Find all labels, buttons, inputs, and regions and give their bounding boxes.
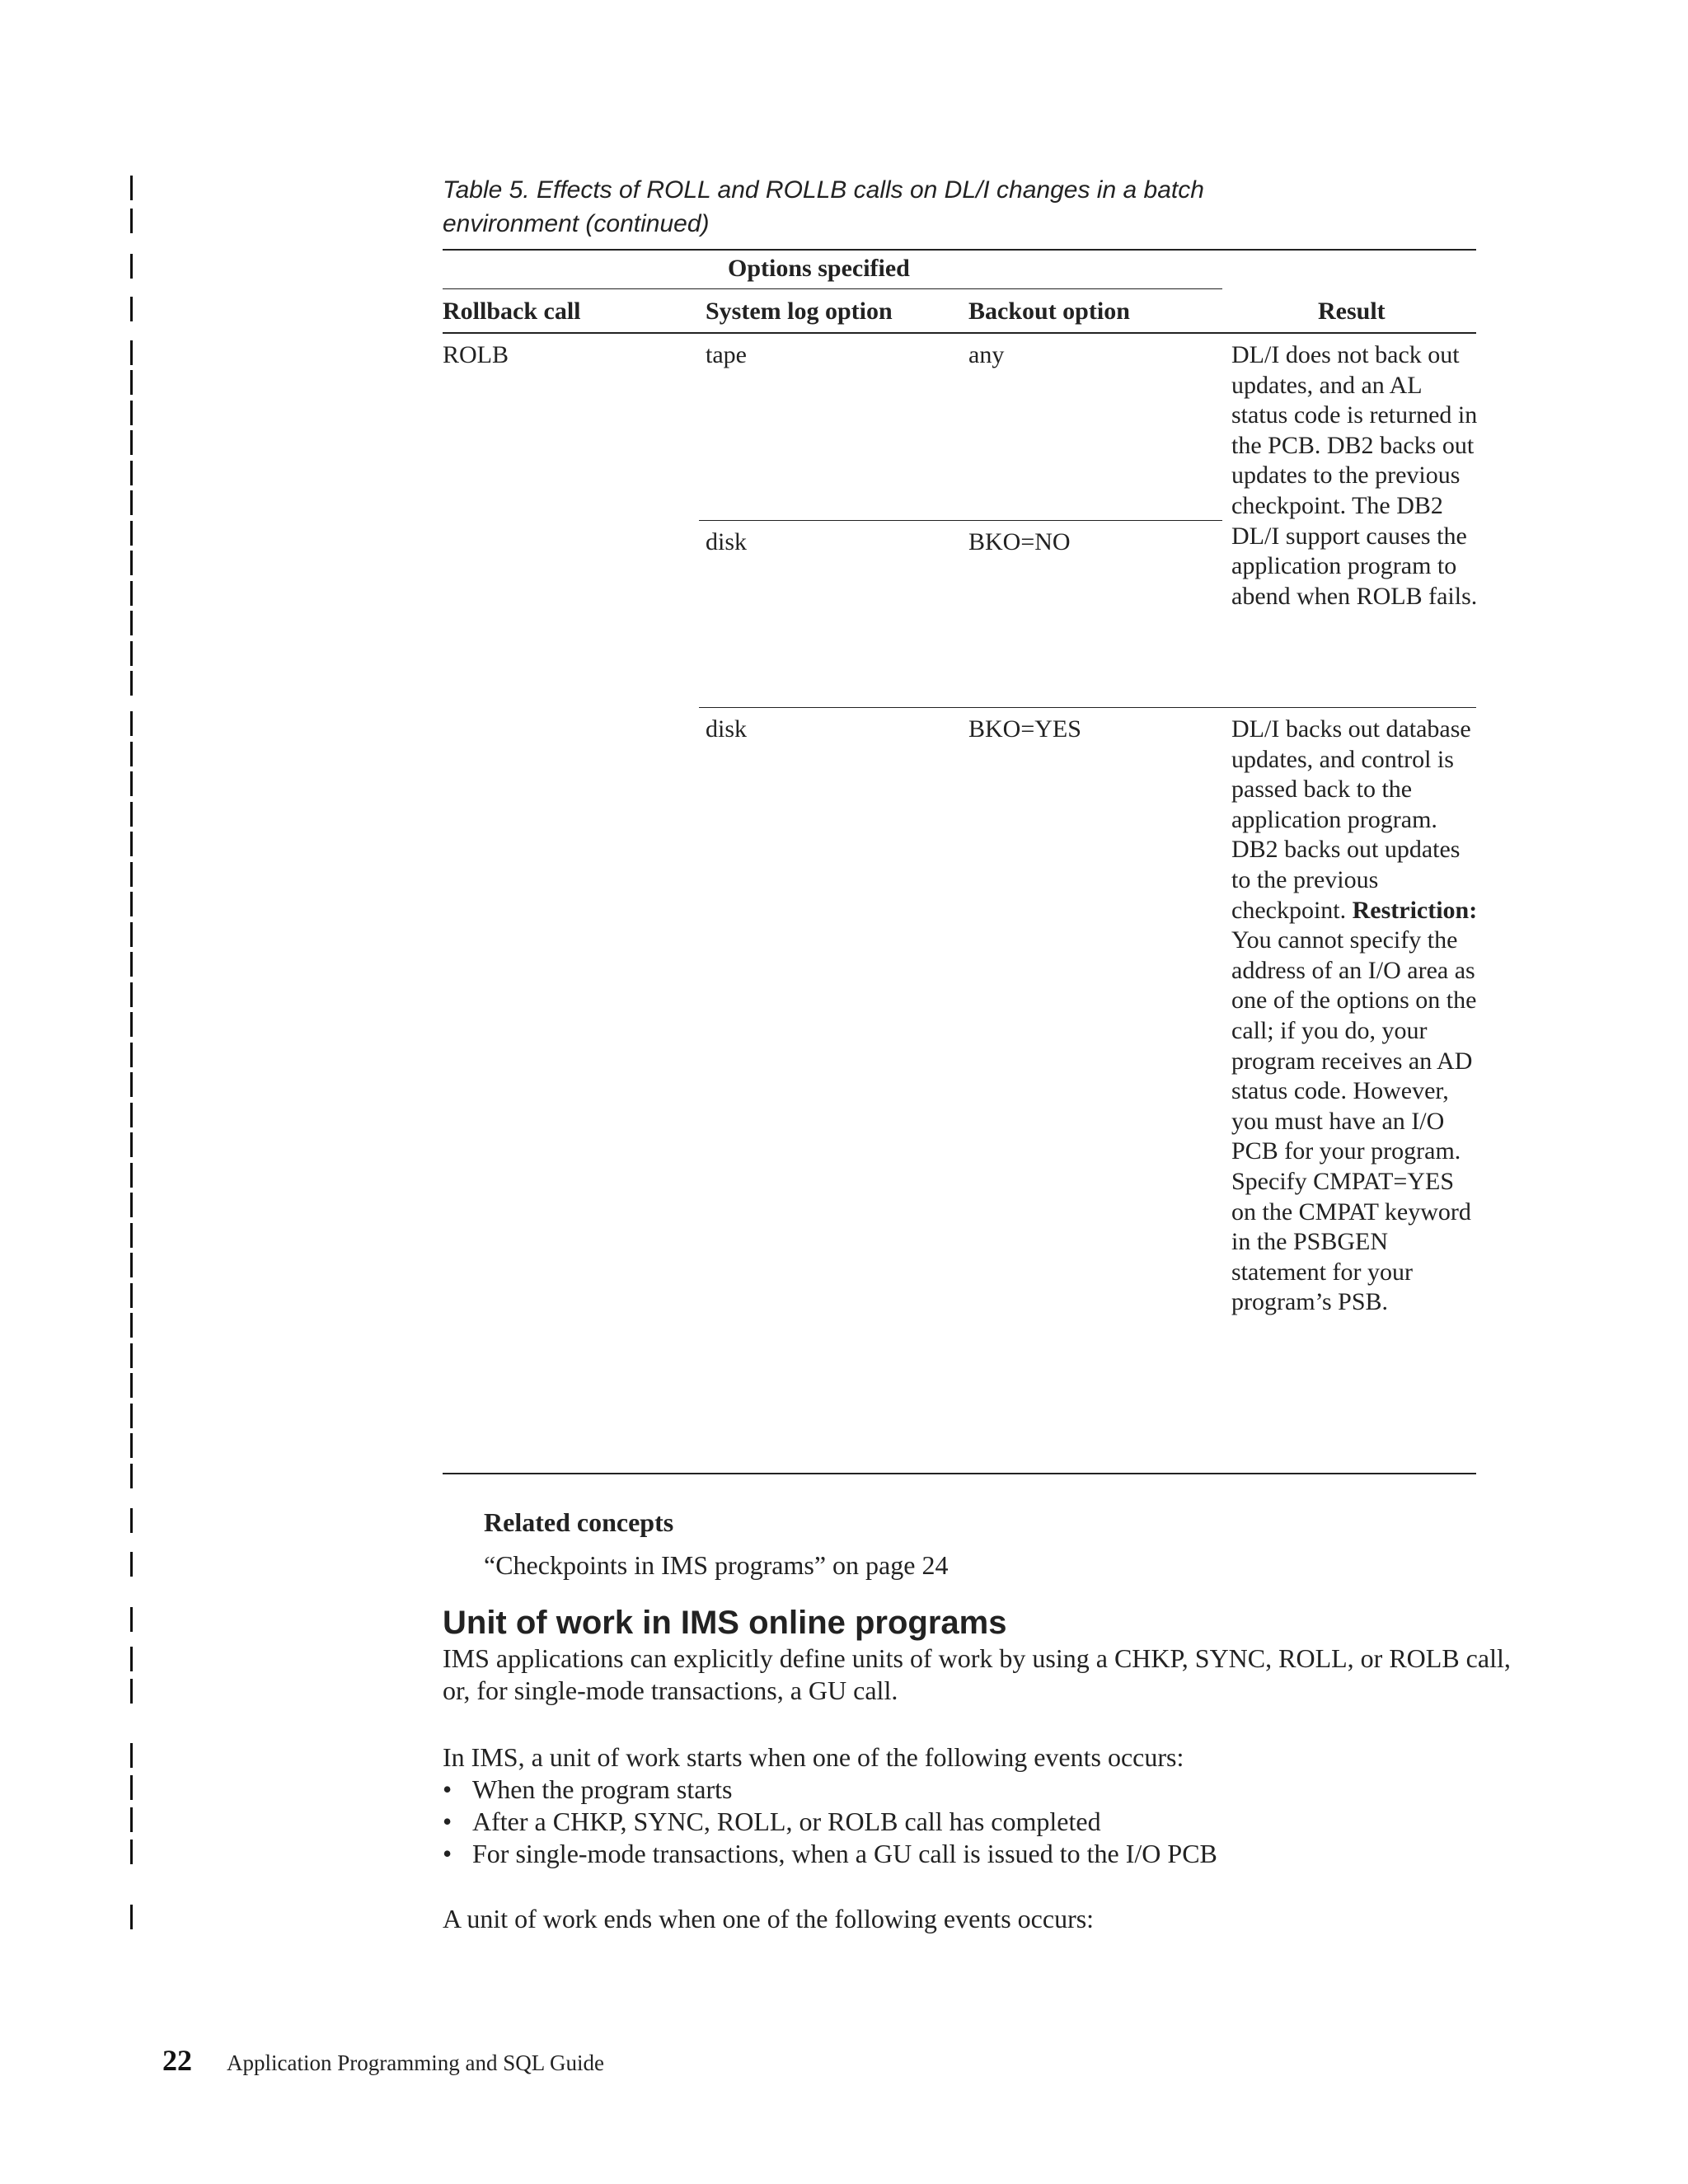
change-bar bbox=[130, 1647, 133, 1671]
paragraph: In IMS, a unit of work starts when one of the following events occurs: bbox=[443, 1742, 1184, 1772]
page-number: 22 bbox=[162, 2044, 192, 2077]
change-bar bbox=[130, 401, 133, 425]
change-bar bbox=[130, 461, 133, 485]
table-caption bbox=[443, 173, 1267, 241]
change-bar bbox=[130, 1043, 133, 1067]
change-bar bbox=[130, 1552, 133, 1577]
change-bar bbox=[130, 1508, 133, 1533]
change-bar bbox=[130, 581, 133, 606]
change-bar bbox=[130, 1464, 133, 1488]
table-bottom-rule bbox=[443, 1473, 1476, 1474]
change-bar bbox=[130, 1679, 133, 1704]
change-bar bbox=[130, 297, 133, 321]
change-bar bbox=[130, 1775, 133, 1800]
change-bar bbox=[130, 832, 133, 856]
list-item: • After a CHKP, SYNC, ROLL, or ROLB call has completed bbox=[443, 1806, 1514, 1838]
header-backout-option: Backout option bbox=[968, 298, 1130, 325]
change-bar bbox=[130, 802, 133, 827]
change-bar bbox=[130, 1607, 133, 1632]
change-bar bbox=[130, 611, 133, 635]
paragraph: IMS applications can explicitly define units of work by using a CHKP, SYNC, ROLL, or ROLB call, or, for single-mode transactions, a GU call. bbox=[443, 1643, 1511, 1705]
change-bar bbox=[130, 892, 133, 916]
bullet-list bbox=[443, 1774, 1514, 1870]
change-bar bbox=[130, 1743, 133, 1768]
paragraph: A unit of work ends when one of the following events occurs: bbox=[443, 1904, 1095, 1933]
change-bar bbox=[130, 1840, 133, 1864]
change-bar bbox=[130, 952, 133, 977]
change-bar bbox=[130, 1905, 133, 1929]
table-cell-result-2 bbox=[1231, 715, 1479, 1318]
table-cell-system-log: tape bbox=[706, 341, 747, 368]
change-bar bbox=[130, 1193, 133, 1217]
change-bar bbox=[130, 1313, 133, 1338]
table-cell-result-1: DL/I does not back out updates, and an AL status code is returned in the PCB. DB2 backs out updates to the previous checkpoint. The DB2 DL/I support causes the application program to abend when ROLB fails. bbox=[1231, 341, 1478, 610]
table-cell-system-log: disk bbox=[706, 528, 748, 555]
change-bar bbox=[130, 1012, 133, 1037]
change-bar bbox=[130, 1807, 133, 1832]
change-bar bbox=[130, 641, 133, 666]
list-item: • When the program starts bbox=[443, 1774, 1514, 1806]
change-bar bbox=[130, 1283, 133, 1308]
table-cell-backout: BKO=NO bbox=[968, 528, 1071, 555]
table-cell-system-log: disk bbox=[706, 715, 748, 743]
change-bar bbox=[130, 671, 133, 696]
change-bar bbox=[130, 176, 133, 200]
change-bar bbox=[130, 1343, 133, 1368]
change-bar bbox=[130, 209, 133, 233]
table-caption-line1: Table 5. Effects of ROLL and ROLLB calls on DL/I changes in a batch bbox=[443, 176, 1204, 204]
table-cell-backout: BKO=YES bbox=[968, 715, 1081, 743]
header-system-log-option: System log option bbox=[706, 298, 893, 325]
change-bar bbox=[130, 551, 133, 575]
change-bar bbox=[130, 1373, 133, 1398]
header-bottom-rule bbox=[443, 332, 1476, 334]
change-bar bbox=[130, 340, 133, 365]
table-top-rule bbox=[443, 249, 1476, 251]
result-2-lead: DL/I backs out database updates, and control is passed back to the application program. DB2 backs out updates to the previous checkpoint. bbox=[1231, 715, 1471, 924]
row-divider bbox=[699, 707, 1476, 708]
change-bar bbox=[130, 521, 133, 546]
change-bar bbox=[130, 370, 133, 395]
group-header-options: Options specified bbox=[728, 255, 910, 282]
change-bar bbox=[130, 1132, 133, 1157]
change-bar bbox=[130, 742, 133, 766]
restriction-text: You cannot specify the address of an I/O area as one of the options on the call; if you do, your program receives an AD status code. However, you must have an I/O PCB for your program. Specify CMPAT=YES on the CMPAT keyword in the PSBGEN statement for your program’s PSB. bbox=[1231, 926, 1477, 1316]
related-concept-link[interactable]: “Checkpoints in IMS programs” on page 24 bbox=[484, 1550, 949, 1580]
header-rollback-call: Rollback call bbox=[443, 298, 581, 325]
list-item: • For single-mode transactions, when a GU call is issued to the I/O PCB bbox=[443, 1838, 1514, 1870]
change-bar bbox=[130, 771, 133, 796]
related-concepts-title: Related concepts bbox=[484, 1507, 674, 1537]
change-bar bbox=[130, 1103, 133, 1127]
change-bar bbox=[130, 922, 133, 947]
table-cell-rollback-call: ROLB bbox=[443, 341, 509, 368]
change-bar bbox=[130, 1163, 133, 1188]
change-bar bbox=[130, 1223, 133, 1248]
header-result: Result bbox=[1318, 298, 1386, 325]
change-bar bbox=[130, 1433, 133, 1458]
row-divider-partial bbox=[699, 520, 1222, 521]
change-bar bbox=[130, 982, 133, 1007]
table-caption-line2: environment (continued) bbox=[443, 210, 710, 237]
change-bar bbox=[130, 1404, 133, 1428]
change-bar bbox=[130, 490, 133, 515]
change-bar bbox=[130, 254, 133, 279]
book-title: Application Programming and SQL Guide bbox=[227, 2050, 604, 2075]
restriction-label: Restriction: bbox=[1352, 896, 1478, 924]
change-bar bbox=[130, 430, 133, 455]
change-bar bbox=[130, 862, 133, 887]
group-header-rule bbox=[443, 288, 1222, 289]
change-bar bbox=[130, 1253, 133, 1277]
change-bar bbox=[130, 1072, 133, 1097]
section-heading: Unit of work in IMS online programs bbox=[443, 1605, 1007, 1641]
table-cell-backout: any bbox=[968, 341, 1005, 368]
change-bar bbox=[130, 711, 133, 736]
